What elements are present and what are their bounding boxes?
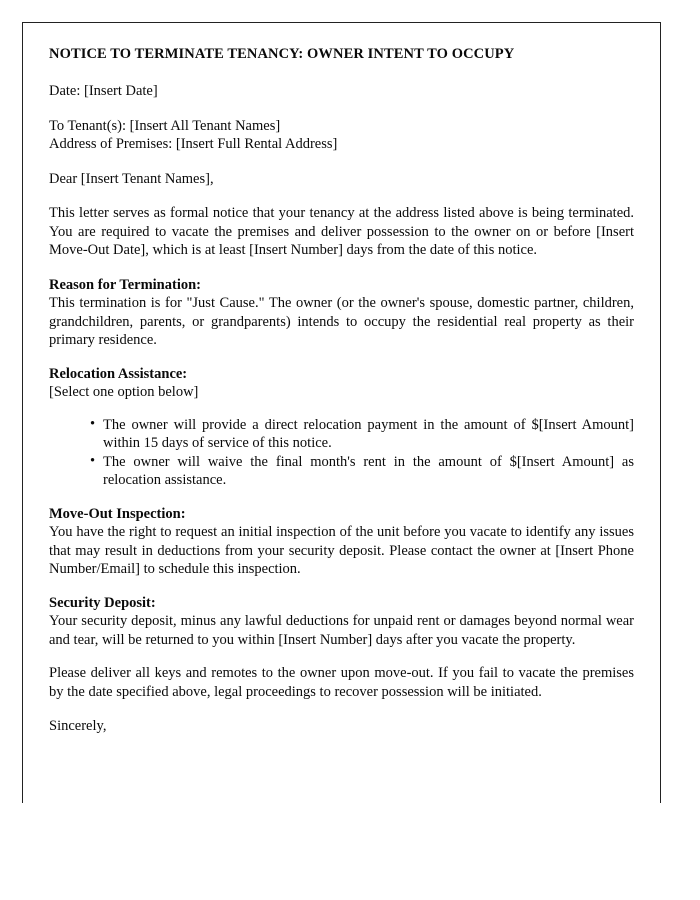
- reason-body: This termination is for "Just Cause." The owner (or the owner's spouse, domestic partner, children, grandchildren, parents, or grandparents) intends to occupy the residential real property as their primary residence.: [49, 295, 634, 348]
- intro-paragraph: This letter serves as formal notice that your tenancy at the address listed above is being terminated. You are required to vacate the premises and deliver possession to the owner on or before [Insert Move-Out Date], which is at least [Insert Number] days from the date of this notice.: [49, 205, 634, 258]
- document-body: [49, 45, 634, 752]
- signoff: Sincerely,: [49, 718, 107, 734]
- closing-paragraph: Please deliver all keys and remotes to the owner upon move-out. If you fail to vacate the premises by the date specified above, legal proceedings to recover possession will be initiated.: [49, 665, 634, 700]
- tenant-names-line: To Tenant(s): [Insert All Tenant Names]: [49, 117, 281, 134]
- relocation-options-list: [49, 416, 634, 490]
- list-item: • The owner will waive the final month's rent in the amount of $[Insert Amount] as relocation assistance.: [90, 453, 634, 490]
- date-block: [49, 82, 634, 101]
- inspection-body: You have the right to request an initial inspection of the unit before you vacate to identify any issues that may result in deductions from your security deposit. Please contact the owner at [Insert Phone Number/Email] to schedule this inspection.: [49, 524, 634, 577]
- salutation-block: [49, 170, 634, 189]
- salutation: Dear [Insert Tenant Names],: [49, 170, 214, 187]
- reason-heading: Reason for Termination:: [49, 276, 201, 293]
- intro-paragraph-block: [49, 204, 634, 260]
- list-item: • The owner will provide a direct relocation payment in the amount of $[Insert Amount] within 15 days of service of this notice.: [90, 416, 634, 453]
- recipient-block: [49, 117, 634, 154]
- document-page: [22, 22, 661, 803]
- premises-address-line: Address of Premises: [Insert Full Rental Address]: [49, 136, 338, 152]
- section-move-out-inspection: [49, 505, 634, 579]
- closing-paragraph-block: [49, 664, 634, 701]
- section-reason-for-termination: [49, 276, 634, 350]
- section-relocation-assistance: [49, 365, 634, 490]
- date-line: Date: [Insert Date]: [49, 83, 158, 99]
- section-security-deposit: [49, 594, 634, 650]
- inspection-heading: Move-Out Inspection:: [49, 505, 186, 522]
- relocation-instruction: [Select one option below]: [49, 384, 199, 400]
- deposit-heading: Security Deposit:: [49, 594, 156, 611]
- page-title: NOTICE TO TERMINATE TENANCY: OWNER INTENT TO OCCUPY: [49, 46, 515, 62]
- signoff-block: [49, 717, 634, 736]
- deposit-body: Your security deposit, minus any lawful deductions for unpaid rent or damages beyond normal wear and tear, will be returned to you within [Insert Number] days after you vacate the property.: [49, 613, 634, 648]
- relocation-heading: Relocation Assistance:: [49, 365, 188, 382]
